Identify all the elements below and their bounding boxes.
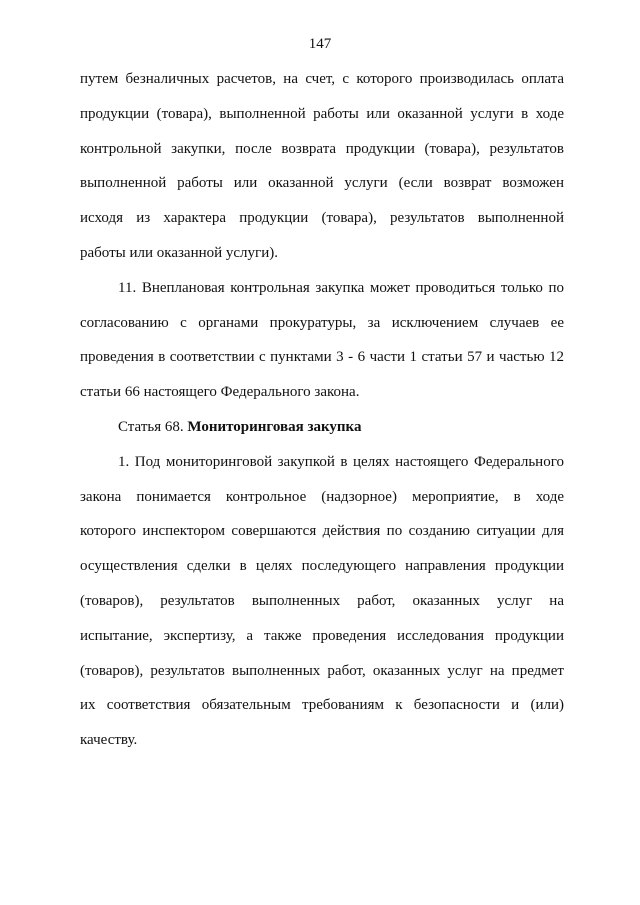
page-number: 147 [308,36,332,52]
text-line: исходя из характера продукции (товара), результатов выполненной [80,210,564,227]
text-line: качеству. [80,732,138,749]
text-line: продукции (товара), выполненной работы или оказанной услуги в ходе [80,105,564,122]
text-line: закона понимается контрольное (надзорное) мероприятие, в ходе [80,488,564,505]
text-line: (товаров), результатов выполненных работ, оказанных услуг на предмет [80,662,564,679]
text-line: выполненной работы или оказанной услуги (если возврат возможен [80,175,564,192]
text-line: испытание, экспертизу, а также проведения исследования продукции [80,627,564,644]
text-line: которого инспектором совершаются действия по созданию ситуации для [80,523,564,540]
text-line: осуществления сделки в целях последующего направления продукции [80,558,564,575]
article-title: Мониторинговая закупка [187,418,362,435]
paragraph-item-11 [80,271,564,410]
text-line: 11. Внеплановая контрольная закупка может проводиться только по [118,279,564,296]
text-line: статьи 66 настоящего Федерального закона. [80,384,360,401]
document-body [80,62,564,758]
text-line: контрольной закупки, после возврата продукции (товара), результатов [80,140,564,157]
paragraph-continuation [80,62,564,271]
text-line: согласованию с органами прокуратуры, за исключением случаев ее [80,314,564,331]
text-line: работы или оказанной услуги). [80,244,278,261]
article-heading [80,410,564,445]
text-line: их соответствия обязательным требованиям к безопасности и (или) [80,697,564,714]
text-line: путем безналичных расчетов, на счет, с которого производилась оплата [80,71,564,87]
text-line: (товаров), результатов выполненных работ, оказанных услуг на [80,592,564,609]
text-line: проведения в соответствии с пунктами 3 - 6 части 1 статьи 57 и частью 12 [80,349,564,366]
article-number: Статья 68. [118,418,184,435]
text-line: 1. Под мониторинговой закупкой в целях настоящего Федерального [118,453,564,470]
paragraph-item-1 [80,445,564,758]
